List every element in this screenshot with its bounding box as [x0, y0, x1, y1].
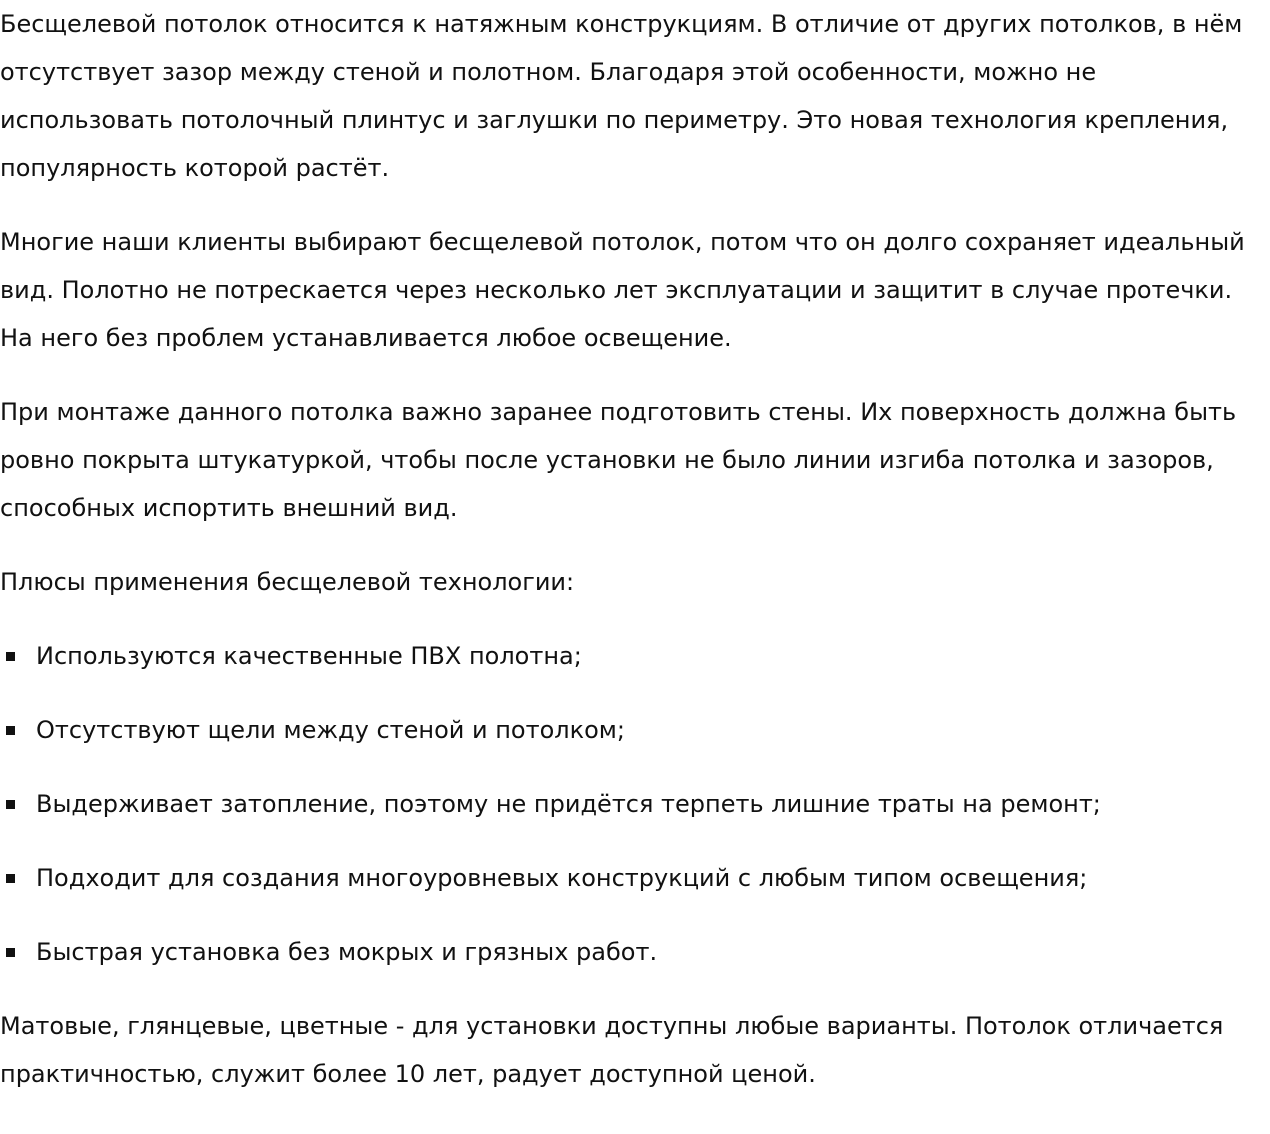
paragraph-intro: Бесщелевой потолок относится к натяжным конструкциям. В отличие от других потолков, в нём отсутствует зазор между стеной и полотном. Благодаря этой особенности, можно не использовать потолочный плинтус и заглушки по периметру. Это новая технология крепления, популярность которой растёт.	[0, 10, 1243, 182]
list-item-text: Подходит для создания многоуровневых конструкций с любым типом освещения;	[36, 864, 1088, 892]
list-item-text: Используются качественные ПВХ полотна;	[36, 642, 582, 670]
list-item	[0, 780, 1270, 828]
advantages-list	[0, 632, 1270, 976]
paragraph-installation: При монтаже данного потолка важно заранее подготовить стены. Их поверхность должна быть ровно покрыта штукатуркой, чтобы после установки не было линии изгиба потолка и зазоров, способных испортить внешний вид.	[0, 398, 1237, 522]
paragraph-closing: Матовые, глянцевые, цветные - для установки доступны любые варианты. Потолок отличается практичностью, служит более 10 лет, радует доступной ценой.	[0, 1012, 1224, 1088]
list-intro: Плюсы применения бесщелевой технологии:	[0, 568, 575, 596]
list-item	[0, 706, 1270, 754]
list-item	[0, 632, 1270, 680]
list-item-text: Выдерживает затопление, поэтому не придётся терпеть лишние траты на ремонт;	[36, 790, 1101, 818]
square-bullet-icon	[6, 652, 15, 661]
list-item	[0, 928, 1270, 976]
list-item-text: Отсутствуют щели между стеной и потолком;	[36, 716, 625, 744]
square-bullet-icon	[6, 874, 15, 883]
list-item-text: Быстрая установка без мокрых и грязных работ.	[36, 938, 658, 966]
square-bullet-icon	[6, 726, 15, 735]
list-item	[0, 854, 1270, 902]
square-bullet-icon	[6, 800, 15, 809]
paragraph-clients: Многие наши клиенты выбирают бесщелевой потолок, потом что он долго сохраняет идеальный вид. Полотно не потрескается через несколько лет эксплуатации и защитит в случае протечки. На него без проблем устанавливается любое освещение.	[0, 228, 1245, 352]
square-bullet-icon	[6, 948, 15, 957]
